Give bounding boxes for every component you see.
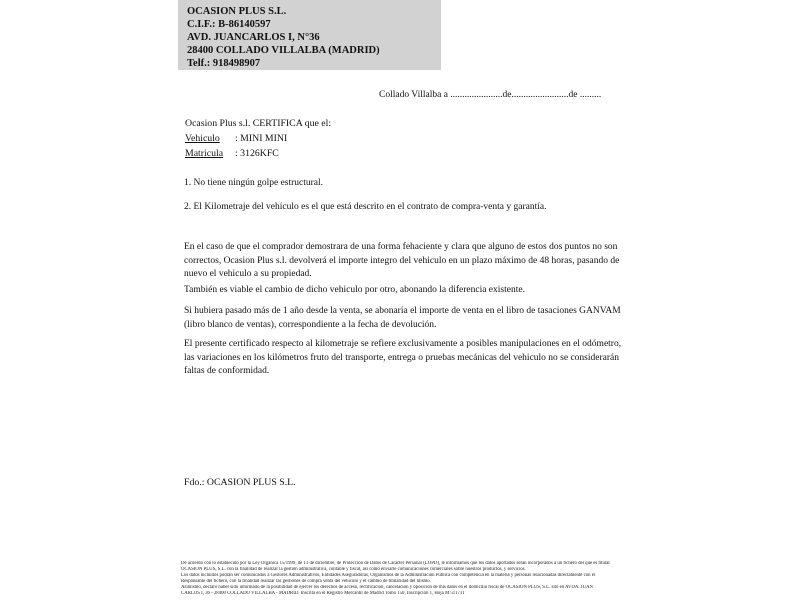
legal-line-1: De acuerdo con lo establecido por la Ley Orgánica 15/1999, de 13 de diciembre, de Protección de Datos de Carácter Personal (LOPD), le informamos que los datos aportados serán incorporados a un fichero del que es titular	[181, 561, 610, 566]
certify-intro: Ocasion Plus s.l. CERTIFICA que el:	[185, 118, 332, 129]
vehicle-value: : MINI MINI	[235, 133, 288, 144]
vehicle-label: Vehiculo	[185, 133, 220, 144]
legal-line-5: Asimismo, declaro haber sido informado de la posibilidad de ejercer los derechos de acceso, rectificación, cancelación y oposición de mis datos en el domicilio fiscal de OCASIÓN PLUS, S.L. sito en AVDA. JUAN	[181, 584, 593, 590]
exchange-paragraph: También es viable el cambio de dicho vehiculo por otro, abonando la diferencia existente.	[184, 285, 525, 295]
company-cif: C.I.F.: B-86140597	[187, 19, 271, 30]
plate-value: : 3126KFC	[235, 148, 279, 159]
certified-point-1: 1. No tiene ningún golpe estructural.	[184, 178, 324, 188]
vehicle-row	[185, 131, 331, 146]
legal-line-2: OCASIÓN PLUS, S.L. con la finalidad de realizar la gestión administrativa, contable y fiscal, así como enviarle comunicaciones comerciales sobre nuestros productos, y servicios.	[181, 566, 526, 572]
certified-point-2: 2. El Kilometraje del vehículo es el que está descrito en el contrato de compra-venta y garantía.	[184, 202, 547, 212]
plate-label: Matricula	[185, 148, 224, 159]
date-blank-line: Collado Villalba a ......................de........................de .........	[379, 90, 602, 100]
legal-line-3: Los datos incluidos podrán ser comunicados a Gestores Administrativos, Entidades Aseguradoras, Organismos de la Administración Pública con competencia en la materia y personas relacionadas directamente con el	[181, 572, 596, 578]
ganvam-paragraph: Si hubiera pasado más de 1 año desde la venta, se abonaría el importe de venta en el libro de tasaciones GANVAM (libro blanco de ventas), correspondiente a la fecha de devolución.	[184, 306, 621, 330]
signature-line: Fdo.: OCASION PLUS S.L.	[184, 477, 296, 488]
odometer-paragraph: El presente certificado respecto al kilometraje se refiere exclusivamente a posibles manipulaciones en el odómetro, las variaciones en los kilómetros fruto del transporte, entrega o pruebas mecánicas del vehiculo no se considerarán faltas de conformidad.	[184, 339, 622, 376]
refund-paragraph: En el caso de que el comprador demostrara de una forma fehaciente y clara que alguno de estos dos puntos no son correctos, Ocasion Plus s.l. devolverá el importe integro del vehiculo en un plazo máximo de 48 horas, pasando de nuevo el vehiculo a su propiedad.	[184, 242, 620, 279]
legal-line-4: Responsable del fichero, con la finalidad realizar las gestiones de compra venta del vehículo y el cambio de titularidad del mismo.	[181, 578, 431, 584]
certify-block	[185, 116, 331, 161]
legal-line-6: CARLOS I, 36 - 28400 COLLADO VILLALBA - MADRID. Inscrita en el Registro Mercantil de Madrid Tomo 150, Inscripción 1, Hoja M 511731	[181, 590, 465, 596]
company-phone: Telf.: 918498907	[187, 58, 261, 69]
company-address-street: AVD. JUANCARLOS I, N°36	[187, 32, 320, 43]
company-address-city: 28400 COLLADO VILLALBA (MADRID)	[187, 45, 380, 56]
plate-row	[185, 146, 331, 161]
company-header-box	[178, 0, 441, 70]
company-name: OCASION PLUS S.L.	[187, 6, 287, 17]
legal-fine-print	[181, 561, 629, 596]
